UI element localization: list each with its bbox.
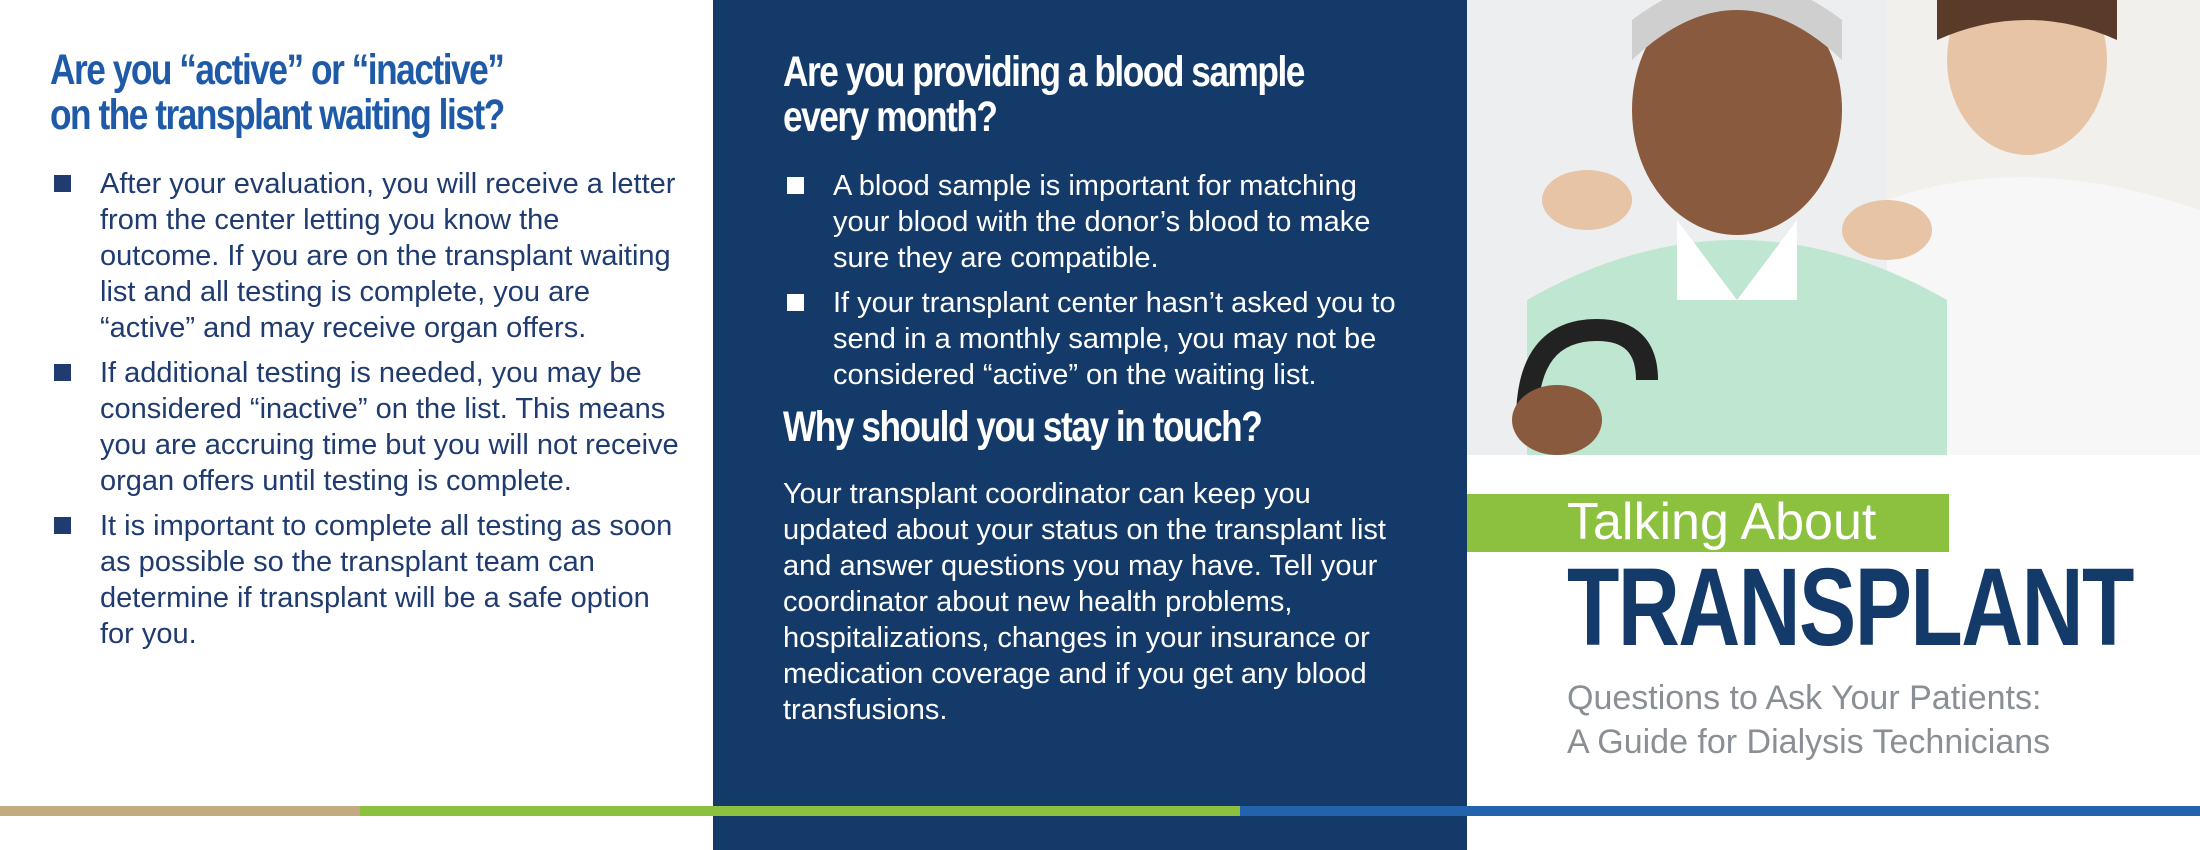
bullet-text: A blood sample is important for matching your blood with the donor’s blood to make sure they are compatible. — [833, 170, 1371, 274]
left-heading-line2: on the transplant waiting list? — [50, 91, 504, 139]
left-bullet-list — [50, 166, 683, 652]
list-item — [783, 168, 1417, 276]
cover-panel — [1467, 0, 2200, 850]
footer-stripe-tan — [0, 806, 360, 816]
square-bullet-icon — [54, 175, 71, 192]
cover-subtitle-line2: A Guide for Dialysis Technicians — [1567, 723, 2051, 761]
blood-sample-heading-line2: every month? — [783, 93, 997, 141]
blood-sample-heading — [783, 50, 1303, 140]
stay-in-touch-paragraph: Your transplant coordinator can keep you updated about your status on the transplant list and answer questions you may have. Tell your coordinator about new health problems, hospitalizations, changes in your insurance or medication coverage and if you get any blood transfusions. — [783, 478, 1386, 726]
list-item — [50, 355, 683, 499]
left-heading — [50, 48, 569, 138]
footer-stripe-blue — [1240, 806, 2200, 816]
footer-stripe-green — [360, 806, 1240, 816]
square-bullet-icon — [54, 517, 71, 534]
list-item — [783, 285, 1417, 393]
talking-about-label: Talking About — [1567, 493, 1877, 551]
cover-title: TRANSPLANT — [1567, 546, 2133, 669]
square-bullet-icon — [787, 294, 804, 311]
bullet-text: After your evaluation, you will receive a letter from the center letting you know the outcome. If you are on the transplant waiting list and all testing is complete, you are “active” and may receive organ offers. — [100, 168, 676, 344]
bullet-text: If additional testing is needed, you may be considered “inactive” on the list. This means you are accruing time but you will not receive organ offers until testing is complete. — [100, 357, 679, 497]
photo-illustration — [1467, 0, 2200, 455]
stay-in-touch-heading: Why should you stay in touch? — [783, 403, 1262, 451]
middle-bullet-list — [783, 168, 1417, 393]
patient-and-nurse-photo — [1467, 0, 2200, 455]
blood-sample-heading-line1: Are you providing a blood sample — [783, 48, 1304, 96]
list-item — [50, 166, 683, 346]
square-bullet-icon — [54, 364, 71, 381]
cover-subtitle-line1: Questions to Ask Your Patients: — [1567, 679, 2042, 717]
left-panel — [0, 0, 713, 850]
list-item — [50, 508, 683, 652]
square-bullet-icon — [787, 177, 804, 194]
left-heading-line1: Are you “active” or “inactive” — [50, 46, 504, 94]
cover-subtitle — [1567, 676, 2050, 764]
middle-panel — [713, 0, 1467, 850]
bullet-text: If your transplant center hasn’t asked you to send in a monthly sample, you may not be considered “active” on the waiting list. — [833, 287, 1396, 391]
bullet-text: It is important to complete all testing as soon as possible so the transplant team can determine if transplant will be a safe option for you. — [100, 510, 673, 650]
